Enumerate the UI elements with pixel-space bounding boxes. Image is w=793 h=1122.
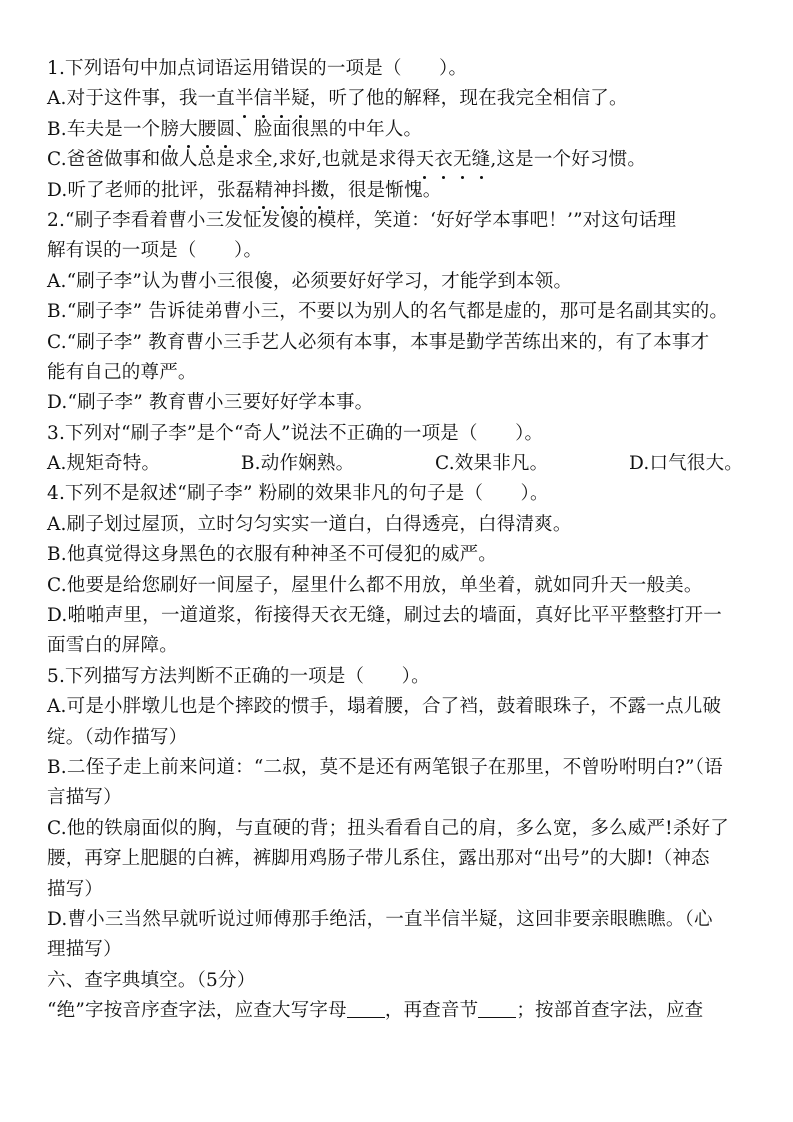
q5-option-c-line-3: 描写） — [47, 878, 104, 900]
q2-stem-line-2: 解有误的一项是（ ）。 — [47, 240, 263, 262]
dotted-char: 半 — [235, 84, 254, 114]
dotted-char: 精 — [254, 176, 273, 206]
section6-text-post: ；按部首查字法，应查 — [516, 1000, 704, 1022]
q2-option-d: D.“刷子李” 教育曹小三要好好学本事。 — [47, 392, 374, 414]
q5-option-d-line-1: D.曹小三当然早就听说过师傅那手绝活，一直半信半疑，这回非要亲眼瞧瞧。（心 — [47, 908, 713, 930]
q3-option-a: A.规矩奇特。 — [47, 453, 161, 475]
q1-c-text-post: ,这是一个好习惯。 — [490, 149, 647, 171]
dotted-char: 半 — [272, 84, 291, 114]
dotted-char: 信 — [254, 84, 273, 114]
dotted-char: 圆 — [217, 115, 236, 145]
dotted-char: 无 — [453, 145, 472, 175]
dotted-char: 天 — [416, 145, 435, 175]
q4-option-a: A.刷子划过屋顶，立时匀匀实实一道白，白得透亮，白得清爽。 — [47, 513, 572, 535]
q3-option-b: B.动作娴熟。 — [240, 453, 355, 475]
q4-option-d-line-1: D.啪啪声里，一道道浆，衔接得天衣无缝，刷过去的墙面，真好比平平整整打开一 — [47, 605, 722, 627]
worksheet-page — [47, 54, 757, 1027]
q1-stem: 1.下列语句中加点词语运用错误的一项是（ ）。 — [47, 58, 468, 79]
q2-option-b: B.“刷子李” 告诉徒弟曹小三，不要以为别人的名气都是虚的，那可是名副其实的。 — [47, 301, 729, 323]
dotted-char: 腰 — [198, 115, 217, 145]
dotted-char: 膀 — [160, 115, 179, 145]
q1-option-a — [47, 84, 757, 114]
q1-c-dotted-word — [416, 149, 491, 170]
q2-option-c-line-2: 能有自己的尊严。 — [47, 361, 197, 383]
q5-option-d-line-2: 理描写） — [47, 939, 122, 961]
dotted-char: 擞 — [311, 176, 330, 206]
section6-text-mid: ，再查音节 — [384, 1000, 479, 1022]
q1-option-b — [47, 115, 757, 145]
q5-option-b-line-2: 言描写） — [47, 787, 122, 809]
q3-stem: 3.下列对“刷子李”是个“奇人”说法不正确的一项是（ ）。 — [47, 422, 544, 444]
q3-options-row — [47, 449, 743, 479]
section6-text-pre: “绝”字按音序查字法，应查大写字母 — [47, 1000, 347, 1022]
q1-d-dotted-word — [254, 180, 329, 201]
dotted-char: 抖 — [292, 176, 311, 206]
q5-stem: 5.下列描写方法判断不正确的一项是（ ）。 — [47, 665, 430, 687]
q2-option-c-line-1: C.“刷子李” 教育曹小三手艺人必须有本事，本事是勤学苦练出来的，有了本事才 — [47, 331, 710, 353]
dotted-char: 缝 — [472, 145, 491, 175]
answer-blank-syllable[interactable] — [478, 999, 516, 1018]
q2-option-a: A.“刷子李”认为曹小三很傻，必须要好好学习，才能学到本领。 — [47, 270, 573, 292]
q5-option-a-line-1: A.可是小胖墩儿也是个摔跤的惯手，塌着腰，合了裆，鼓着眼珠子，不露一点儿破 — [47, 696, 722, 718]
q4-option-b: B.他真觉得这身黑色的衣服有种神圣不可侵犯的威严。 — [47, 544, 497, 566]
q3-option-d: D.口气很大。 — [629, 453, 743, 475]
q1-d-text-post: ，很是惭愧。 — [329, 179, 442, 201]
q5-option-c-line-1: C.他的铁扇面似的胸，与直硬的背；扭头看看自己的肩，多么宽，多么威严!杀好了 — [47, 817, 729, 839]
section6-title: 六、查字典填空。（5分） — [47, 969, 256, 991]
answer-blank-letter[interactable] — [347, 999, 385, 1018]
q3-option-c: C.效果非凡。 — [435, 453, 549, 475]
q2-stem-line-1: 2.“刷子李看着曹小三发怔发傻的模样，笑道：‘好好学本事吧！’”对这句话理 — [47, 209, 677, 231]
q5-option-c-line-2: 腰，再穿上肥腿的白裤，裤脚用鸡肠子带儿系住，露出那对“出号”的大脚!（神态 — [47, 848, 710, 870]
section6-fill-line — [47, 996, 757, 1026]
q1-option-c — [47, 145, 757, 175]
dotted-char: 疑 — [291, 84, 310, 114]
q5-option-b-line-1: B.二侄子走上前来问道：“二叔，莫不是还有两笔银子在那里，不曾吩咐明白?”（语 — [47, 756, 723, 778]
q1-b-dotted-word — [160, 119, 235, 140]
dotted-char: 大 — [179, 115, 198, 145]
q1-a-text-post: ，听了他的解释，现在我完全相信了。 — [309, 88, 628, 110]
dotted-char: 神 — [273, 176, 292, 206]
q1-c-text-pre: C.爸爸做事和做人总是求全,求好,也就是求得 — [47, 149, 416, 171]
dotted-char: 衣 — [434, 145, 453, 175]
q1-b-text-pre: B.车夫是一个 — [47, 118, 161, 140]
q1-option-d — [47, 176, 757, 206]
q1-a-text-pre: A.对于这件事，我一直 — [47, 88, 235, 110]
q1-a-dotted-word — [235, 88, 310, 109]
q4-stem: 4.下列不是叙述“刷子李” 粉刷的效果非凡的句子是（ ）。 — [47, 483, 549, 505]
q4-option-d-line-2: 面雪白的屏障。 — [47, 635, 178, 657]
q5-option-a-line-2: 绽。（动作描写） — [47, 726, 188, 748]
q1-b-text-post: 、脸面很黑的中年人。 — [235, 118, 423, 140]
q1-d-text-pre: D.听了老师的批评，张磊 — [47, 179, 255, 201]
q4-option-c: C.他要是给您刷好一间屋子，屋里什么都不用放，单坐着，就如同升天一般美。 — [47, 574, 703, 596]
